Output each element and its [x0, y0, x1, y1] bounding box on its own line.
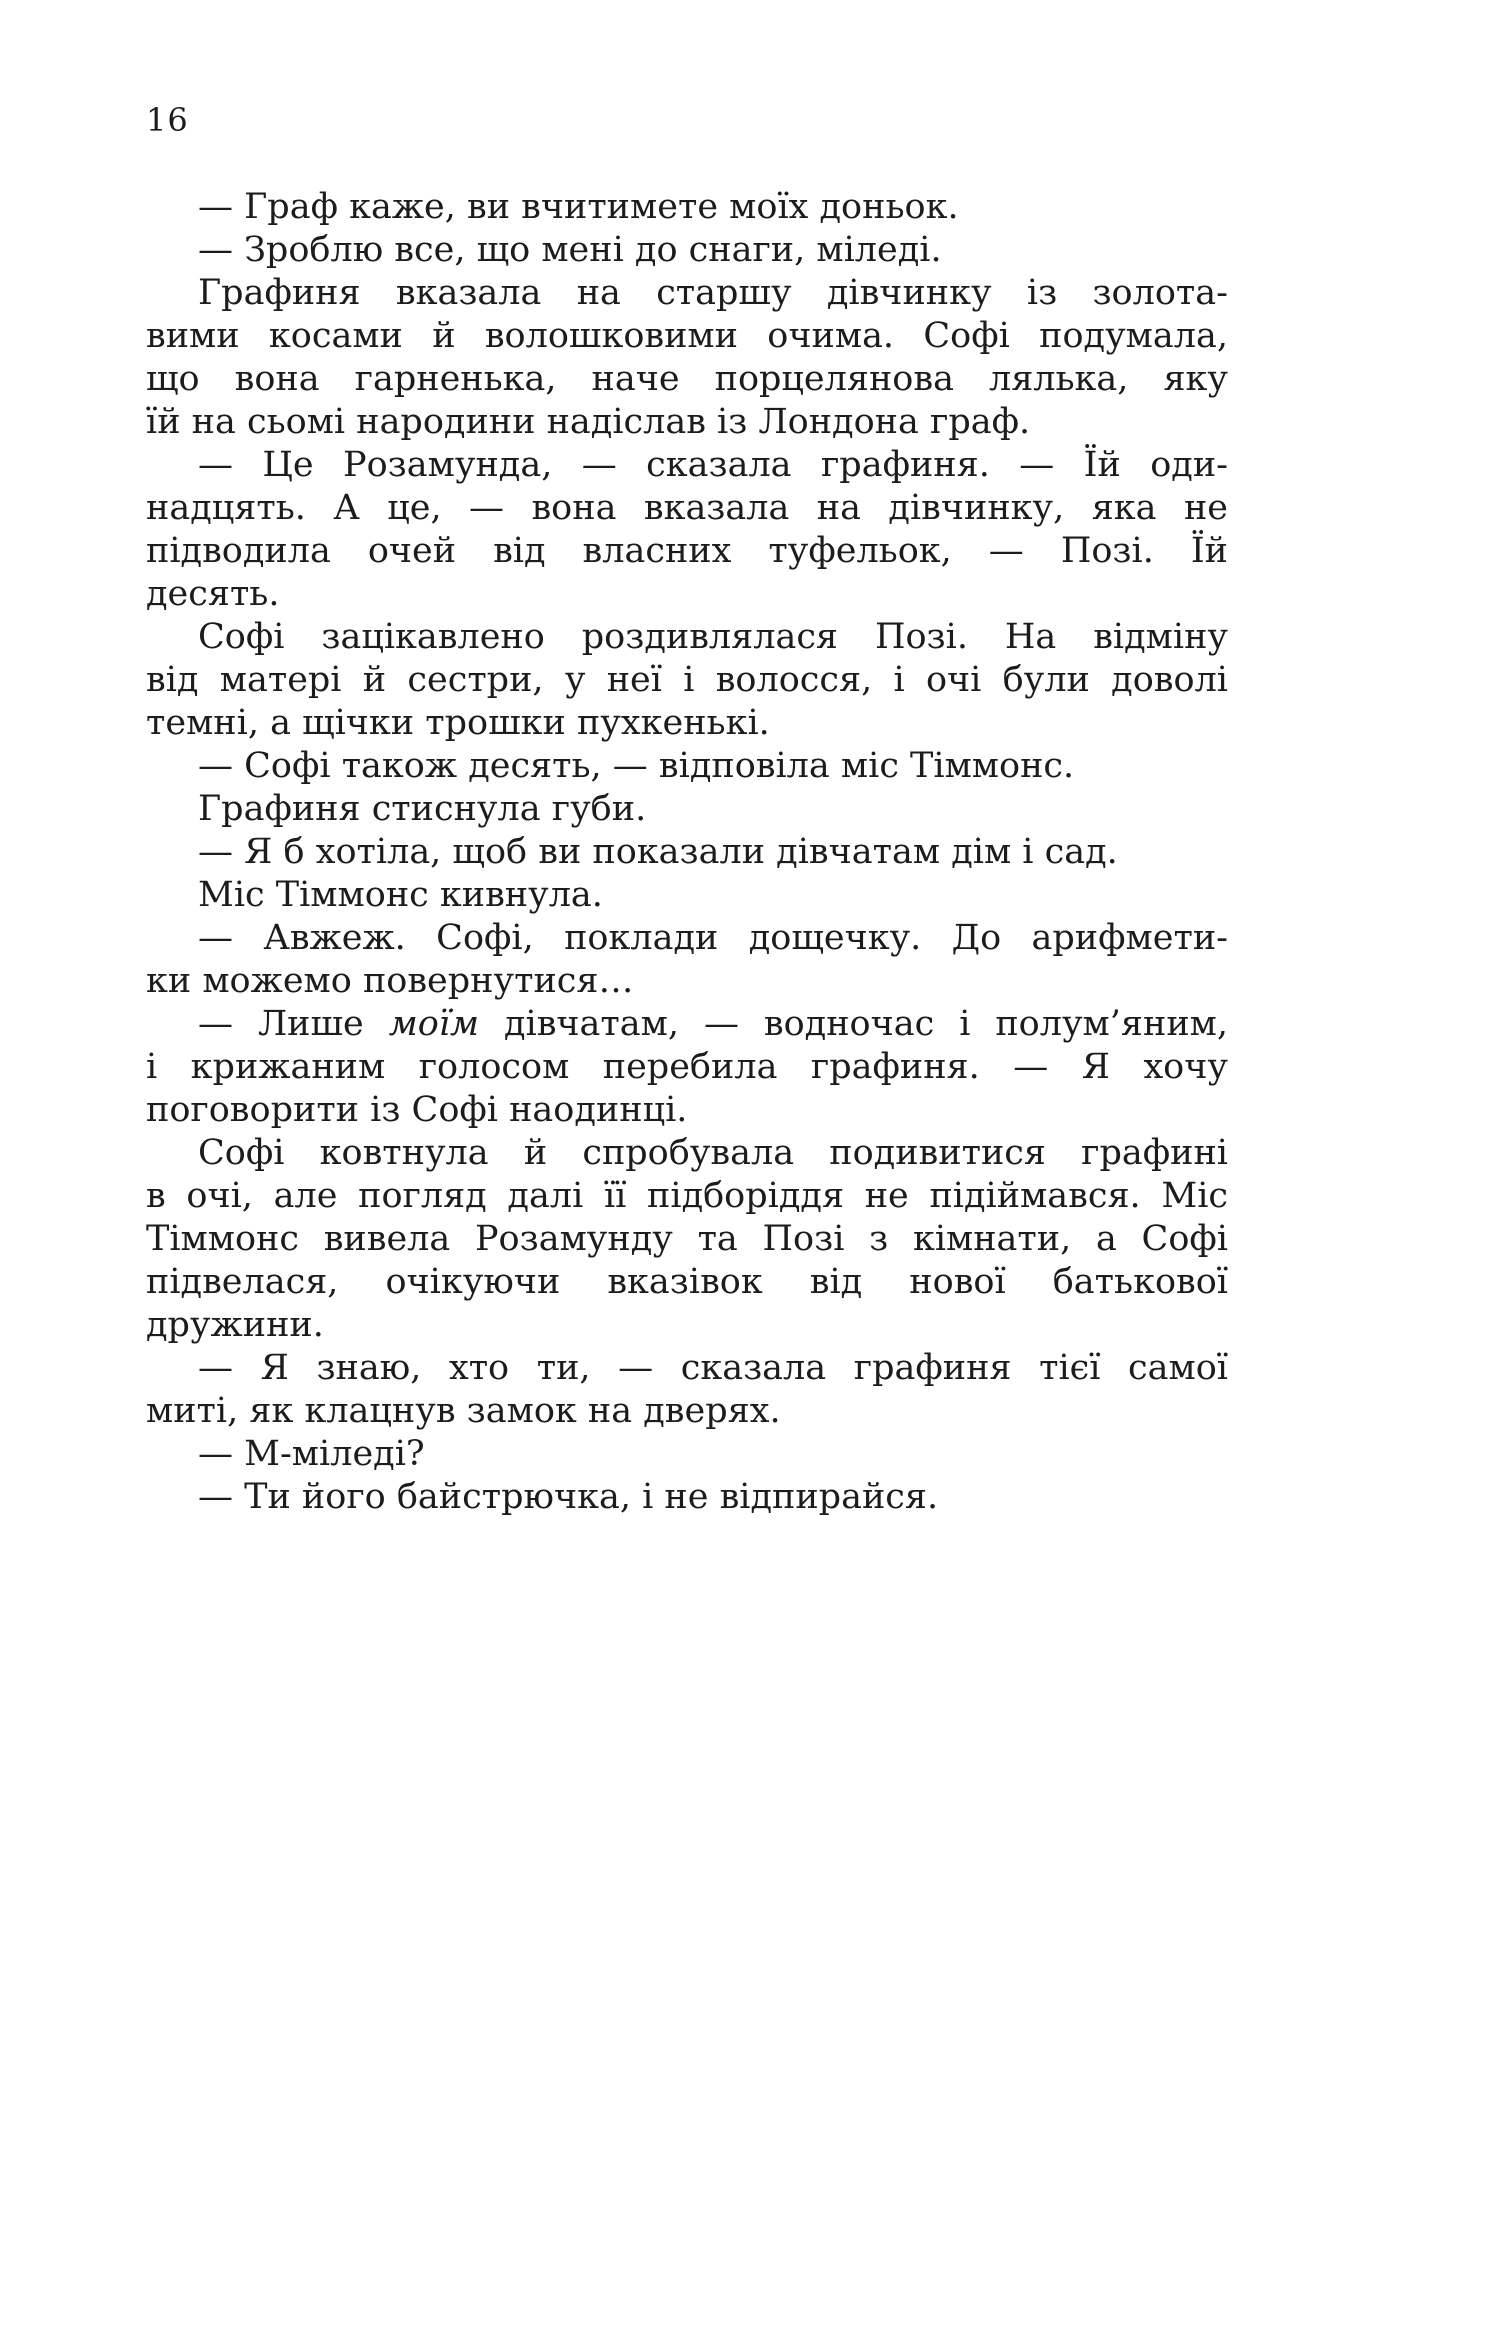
text-segment: підвелася, очікуючи вказівок від нової батькової	[146, 1262, 1228, 1302]
text-segment: — Граф каже, ви вчитимете моїх доньок.	[198, 187, 959, 227]
text-line	[146, 831, 1228, 874]
text-segment: що вона гарненька, наче порцелянова лялька, яку	[146, 359, 1228, 399]
paragraph	[146, 186, 1228, 229]
paragraph	[146, 831, 1228, 874]
text-segment: — Я б хотіла, щоб ви показали дівчатам дім і сад.	[198, 832, 1118, 872]
text-segment: миті, як клацнув замок на дверях.	[146, 1391, 781, 1431]
text-segment: їй на сьомі народини надіслав із Лондона граф.	[146, 402, 1031, 442]
paragraph	[146, 1476, 1228, 1519]
text-block	[146, 186, 1228, 1519]
text-line	[146, 1433, 1228, 1476]
italic-text: моїм	[388, 1004, 480, 1044]
text-segment: Графиня стиснула губи.	[198, 789, 647, 829]
paragraph	[146, 229, 1228, 272]
text-line	[146, 1175, 1228, 1218]
text-segment: ки можемо повернутися…	[146, 961, 634, 1001]
text-segment: десять.	[146, 574, 280, 614]
text-line	[146, 1390, 1228, 1433]
text-segment: вими косами й волошковими очима. Софі подумала,	[146, 316, 1228, 356]
paragraph	[146, 1347, 1228, 1433]
text-segment: в очі, але погляд далі її підборіддя не підіймався. Міс	[146, 1176, 1228, 1216]
text-segment: — Я знаю, хто ти, — сказала графиня тієї самої	[198, 1348, 1228, 1388]
paragraph	[146, 1132, 1228, 1347]
paragraph	[146, 272, 1228, 444]
text-segment: поговорити із Софі наодинці.	[146, 1090, 688, 1130]
text-segment: Тіммонс вивела Розамунду та Позі з кімнати, а Софі	[146, 1219, 1228, 1259]
text-line	[146, 358, 1228, 401]
paragraph	[146, 788, 1228, 831]
text-segment: від матері й сестри, у неї і волосся, і очі були доволі	[146, 660, 1228, 700]
text-line	[146, 229, 1228, 272]
page-number: 16	[146, 101, 189, 139]
text-segment: — М-міледі?	[198, 1434, 425, 1474]
text-line	[146, 960, 1228, 1003]
text-line	[146, 1261, 1228, 1304]
text-line	[146, 444, 1228, 487]
text-line	[146, 1476, 1228, 1519]
paragraph	[146, 745, 1228, 788]
text-segment: — Це Розамунда, — сказала графиня. — Їй оди-	[198, 445, 1228, 485]
text-line	[146, 1347, 1228, 1390]
text-line	[146, 616, 1228, 659]
text-line	[146, 1304, 1228, 1347]
text-segment: дівчатам, — водночас і полум’яним,	[479, 1004, 1228, 1044]
paragraph	[146, 444, 1228, 616]
text-line	[146, 1003, 1228, 1046]
text-line	[146, 1046, 1228, 1089]
paragraph	[146, 917, 1228, 1003]
text-line	[146, 1132, 1228, 1175]
text-line	[146, 745, 1228, 788]
text-line	[146, 487, 1228, 530]
text-line	[146, 401, 1228, 444]
text-line	[146, 186, 1228, 229]
text-segment: — Софі також десять, — відповіла міс Тіммонс.	[198, 746, 1075, 786]
text-line	[146, 788, 1228, 831]
text-segment: — Лише	[198, 1004, 389, 1044]
text-segment: і крижаним голосом перебила графиня. — Я хочу	[146, 1047, 1228, 1087]
paragraph	[146, 1003, 1228, 1132]
text-segment: темні, а щічки трошки пухкенькі.	[146, 703, 770, 743]
text-segment: дружини.	[146, 1305, 324, 1345]
text-line	[146, 659, 1228, 702]
paragraph	[146, 1433, 1228, 1476]
text-segment: — Ти його байстрючка, і не відпирайся.	[198, 1477, 939, 1517]
text-segment: Софі ковтнула й спробувала подивитися графині	[198, 1133, 1228, 1173]
text-segment: Міс Тіммонс кивнула.	[198, 875, 603, 915]
text-line	[146, 315, 1228, 358]
text-line	[146, 702, 1228, 745]
text-segment: підводила очей від власних туфельок, — Позі. Їй	[146, 531, 1228, 571]
text-segment: Софі зацікавлено роздивлялася Позі. На відміну	[198, 617, 1228, 657]
text-line	[146, 1089, 1228, 1132]
text-segment: — Зроблю все, що мені до снаги, міледі.	[198, 230, 942, 270]
text-line	[146, 1218, 1228, 1261]
text-line	[146, 272, 1228, 315]
text-line	[146, 573, 1228, 616]
text-segment: Графиня вказала на старшу дівчинку із золота-	[198, 273, 1228, 313]
text-segment: — Авжеж. Софі, поклади дощечку. До арифмети-	[198, 918, 1228, 958]
text-line	[146, 530, 1228, 573]
paragraph	[146, 874, 1228, 917]
text-segment: надцять. А це, — вона вказала на дівчинку, яка не	[146, 488, 1228, 528]
text-line	[146, 874, 1228, 917]
text-line	[146, 917, 1228, 960]
paragraph	[146, 616, 1228, 745]
